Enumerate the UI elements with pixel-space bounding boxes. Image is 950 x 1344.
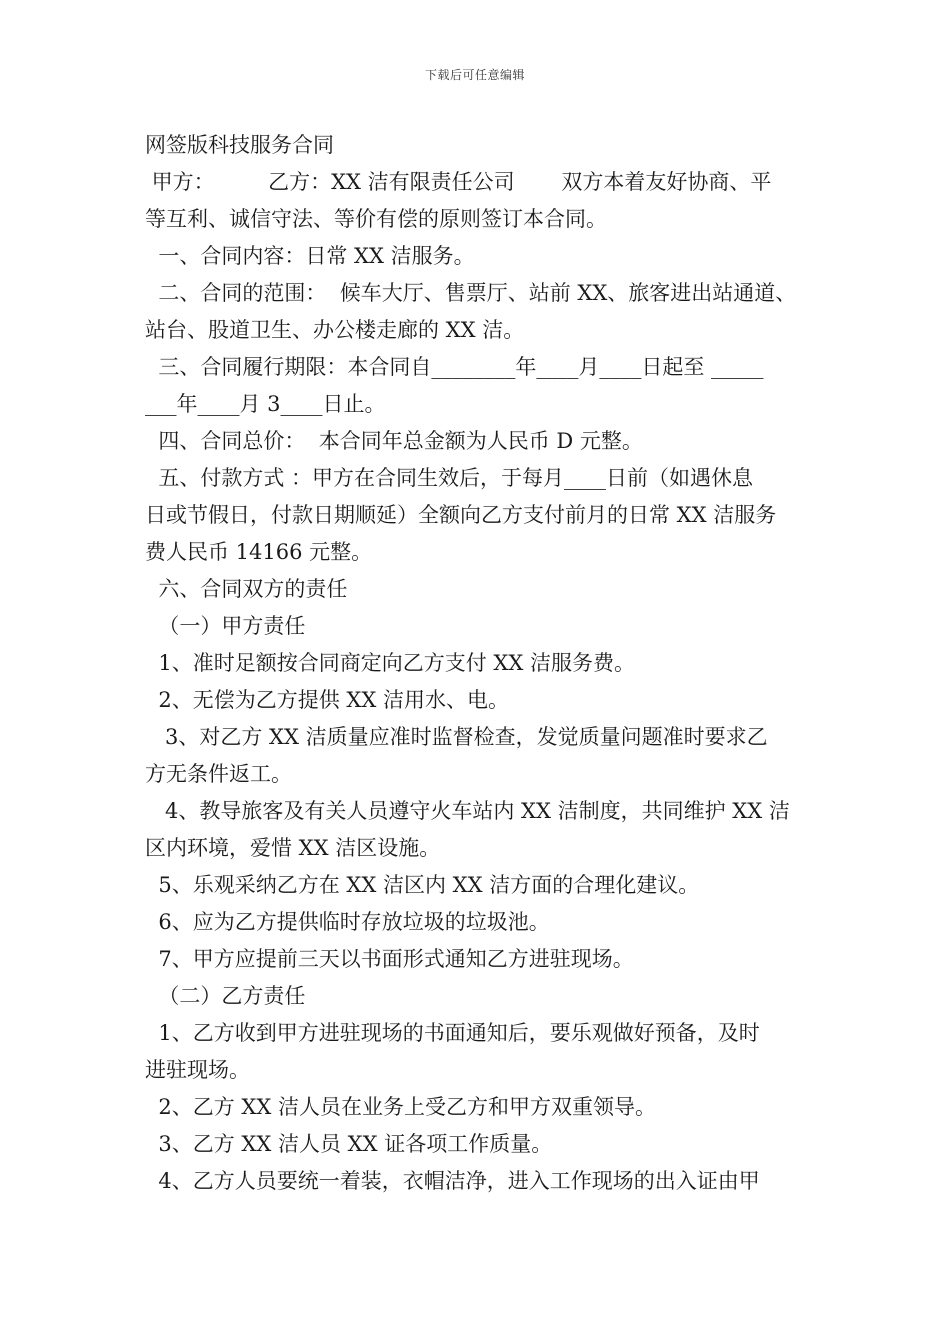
list-item: 4、教导旅客及有关人员遵守火车站内 XX 洁制度，共同维护 XX 洁 [145, 799, 790, 823]
list-item: 1、准时足额按合同商定向乙方支付 XX 洁服务费。 [145, 651, 635, 675]
paragraph-line: 三、合同履行期限：本合同自________年____月____日起至 _____ [145, 355, 764, 379]
list-item: 2、乙方 XX 洁人员在业务上受乙方和甲方双重领导。 [145, 1095, 656, 1119]
paragraph-line: 一、合同内容：日常 XX 洁服务。 [145, 244, 475, 268]
paragraph-line: 二、合同的范围： 候车大厅、售票厅、站前 XX、旅客进出站通道、 [145, 281, 797, 305]
paragraph-line: 五、付款方式 ：甲方在合同生效后，于每月____日前（如遇休息 [145, 466, 754, 490]
list-item: 6、应为乙方提供临时存放垃圾的垃圾池。 [145, 910, 550, 934]
document-title: 网签版科技服务合同 [145, 133, 334, 157]
section-heading: 六、合同双方的责任 [145, 577, 348, 601]
list-item: 2、无偿为乙方提供 XX 洁用水、电。 [145, 688, 509, 712]
document-body [145, 127, 825, 1200]
paragraph-line: 甲方： 乙方：XX 洁有限责任公司 双方本着友好协商、平 [145, 170, 772, 194]
paragraph-line: ___年____月 3____日止。 [145, 392, 386, 416]
paragraph-line: 等互利、诚信守法、等价有偿的原则签订本合同。 [145, 207, 607, 231]
subsection-heading: （一）甲方责任 [145, 614, 306, 638]
paragraph-line: 站台、股道卫生、办公楼走廊的 XX 洁。 [145, 318, 525, 342]
page-header: 下载后可任意编辑 [424, 68, 525, 82]
list-item: 区内环境，爱惜 XX 洁区设施。 [145, 836, 441, 860]
list-item: 3、对乙方 XX 洁质量应准时监督检查，发觉质量问题准时要求乙 [145, 725, 768, 749]
list-item: 7、甲方应提前三天以书面形式通知乙方进驻现场。 [145, 947, 634, 971]
list-item: 1、乙方收到甲方进驻现场的书面通知后，要乐观做好预备，及时 [145, 1021, 760, 1045]
paragraph-line: 四、合同总价： 本合同年总金额为人民币 D 元整。 [145, 429, 643, 453]
list-item: 方无条件返工。 [145, 762, 292, 786]
list-item: 3、乙方 XX 洁人员 XX 证各项工作质量。 [145, 1132, 553, 1156]
paragraph-line: 日或节假日，付款日期顺延）全额向乙方支付前月的日常 XX 洁服务 [145, 503, 777, 527]
list-item: 进驻现场。 [145, 1058, 250, 1082]
paragraph-line: 费人民币 14166 元整。 [145, 540, 373, 564]
list-item: 5、乐观采纳乙方在 XX 洁区内 XX 洁方面的合理化建议。 [145, 873, 700, 897]
list-item: 4、乙方人员要统一着装，衣帽洁净，进入工作现场的出入证由甲 [145, 1169, 760, 1193]
subsection-heading: （二）乙方责任 [145, 984, 306, 1008]
